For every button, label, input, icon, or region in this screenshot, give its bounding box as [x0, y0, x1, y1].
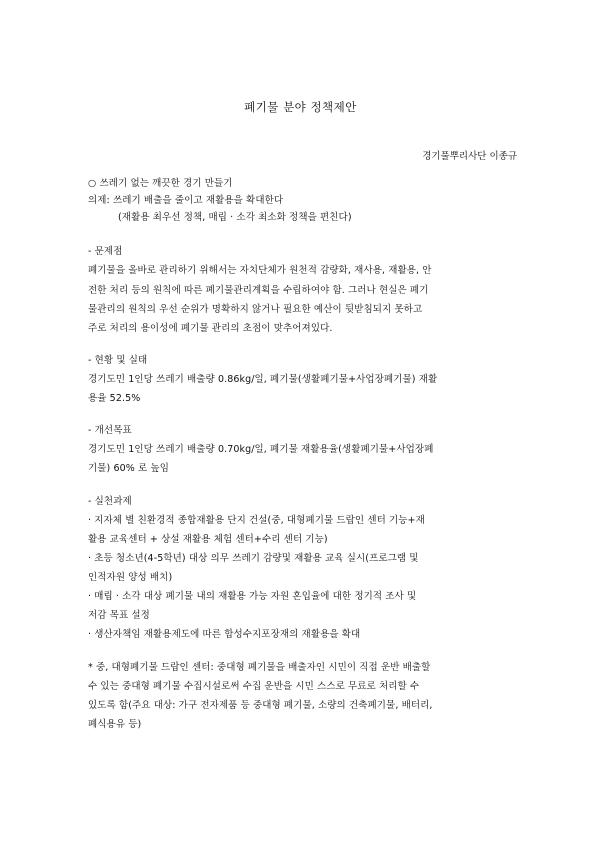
- problem-line: 물관리의 원칙의 우선 순위가 명확하지 않거나 필요한 예산이 뒷받침되지 못하고: [88, 304, 423, 315]
- status-label: - 현황 및 실태: [88, 355, 148, 366]
- status-line: 경기도민 1인당 쓰레기 배출량 0.86kg/일, 폐기물(생활폐기물+사업장폐기물) 재활: [88, 374, 438, 385]
- problem-label: - 문제점: [88, 246, 123, 257]
- agenda-subline: (재활용 최우선 정책, 매립 · 소각 최소화 정책을 편친다): [118, 212, 352, 223]
- task-line: · 생산자책임 재활용제도에 따른 합성수지포장재의 재활용을 확대: [88, 629, 361, 640]
- goal-line: 경기도민 1인당 쓰레기 배출량 0.70kg/일, 폐기물 재활용율(생활폐기물+사업장폐: [88, 444, 434, 455]
- tasks-label: - 실천과제: [88, 496, 132, 507]
- document-title: 폐기물 분야 정책제안: [244, 100, 357, 114]
- problem-line: 전한 처리 등의 원칙에 따른 폐기물관리계획을 수립하여야 함. 그러나 현실은 폐기: [88, 285, 429, 296]
- problem-line: 폐기물을 올바로 관리하기 위해서는 자치단체가 원천적 감량화, 재사용, 재활용, 안: [88, 265, 432, 276]
- agenda-line: 의제: 쓰레기 배출을 줄이고 재활용을 확대한다: [88, 195, 284, 206]
- task-line: 활용 교육센터 + 상설 재활용 체험 센터+수리 센터 기능): [88, 534, 328, 545]
- task-line: · 초등 청소년(4-5학년) 대상 의무 쓰레기 감량및 재활용 교육 실시(프로그램 및: [88, 553, 419, 564]
- note-line: 있도록 함(주요 대상: 가구 전자제품 등 중대형 폐기물, 소량의 건축폐기물, 배터리,: [88, 700, 433, 711]
- problem-line: 주로 처리의 용이성에 폐기물 관리의 초점이 맞추어져있다.: [88, 323, 333, 334]
- status-line: 용율 52.5%: [88, 393, 141, 404]
- task-line: 인적자원 양성 배치): [88, 572, 173, 583]
- task-line: 저감 목표 설정: [88, 610, 150, 621]
- author-line: 경기풀뿌리사단 이종규: [422, 151, 517, 162]
- note-line: * 중, 대형폐기물 드랍인 센터: 중대형 폐기물을 배출자인 시민이 직접 운반 배출할: [88, 662, 431, 673]
- task-line: · 지자체 별 친환경적 종합재활용 단지 건설(중, 대형폐기물 드랍인 센터 기능+재: [88, 515, 425, 526]
- note-line: 폐식용유 등): [88, 719, 142, 730]
- note-line: 수 있는 중대형 폐기물 수집시설로써 수집 운반을 시민 스스로 무료로 처리할 수: [88, 681, 420, 692]
- task-line: · 매립 · 소각 대상 폐기물 내의 재활용 가능 자원 혼입율에 대한 정기적 조사 및: [88, 591, 417, 602]
- section-heading: ○ 쓰레기 없는 깨끗한 경기 만들기: [88, 178, 233, 189]
- goal-label: - 개선목표: [88, 425, 132, 436]
- goal-line: 기물) 60% 로 높임: [88, 463, 169, 474]
